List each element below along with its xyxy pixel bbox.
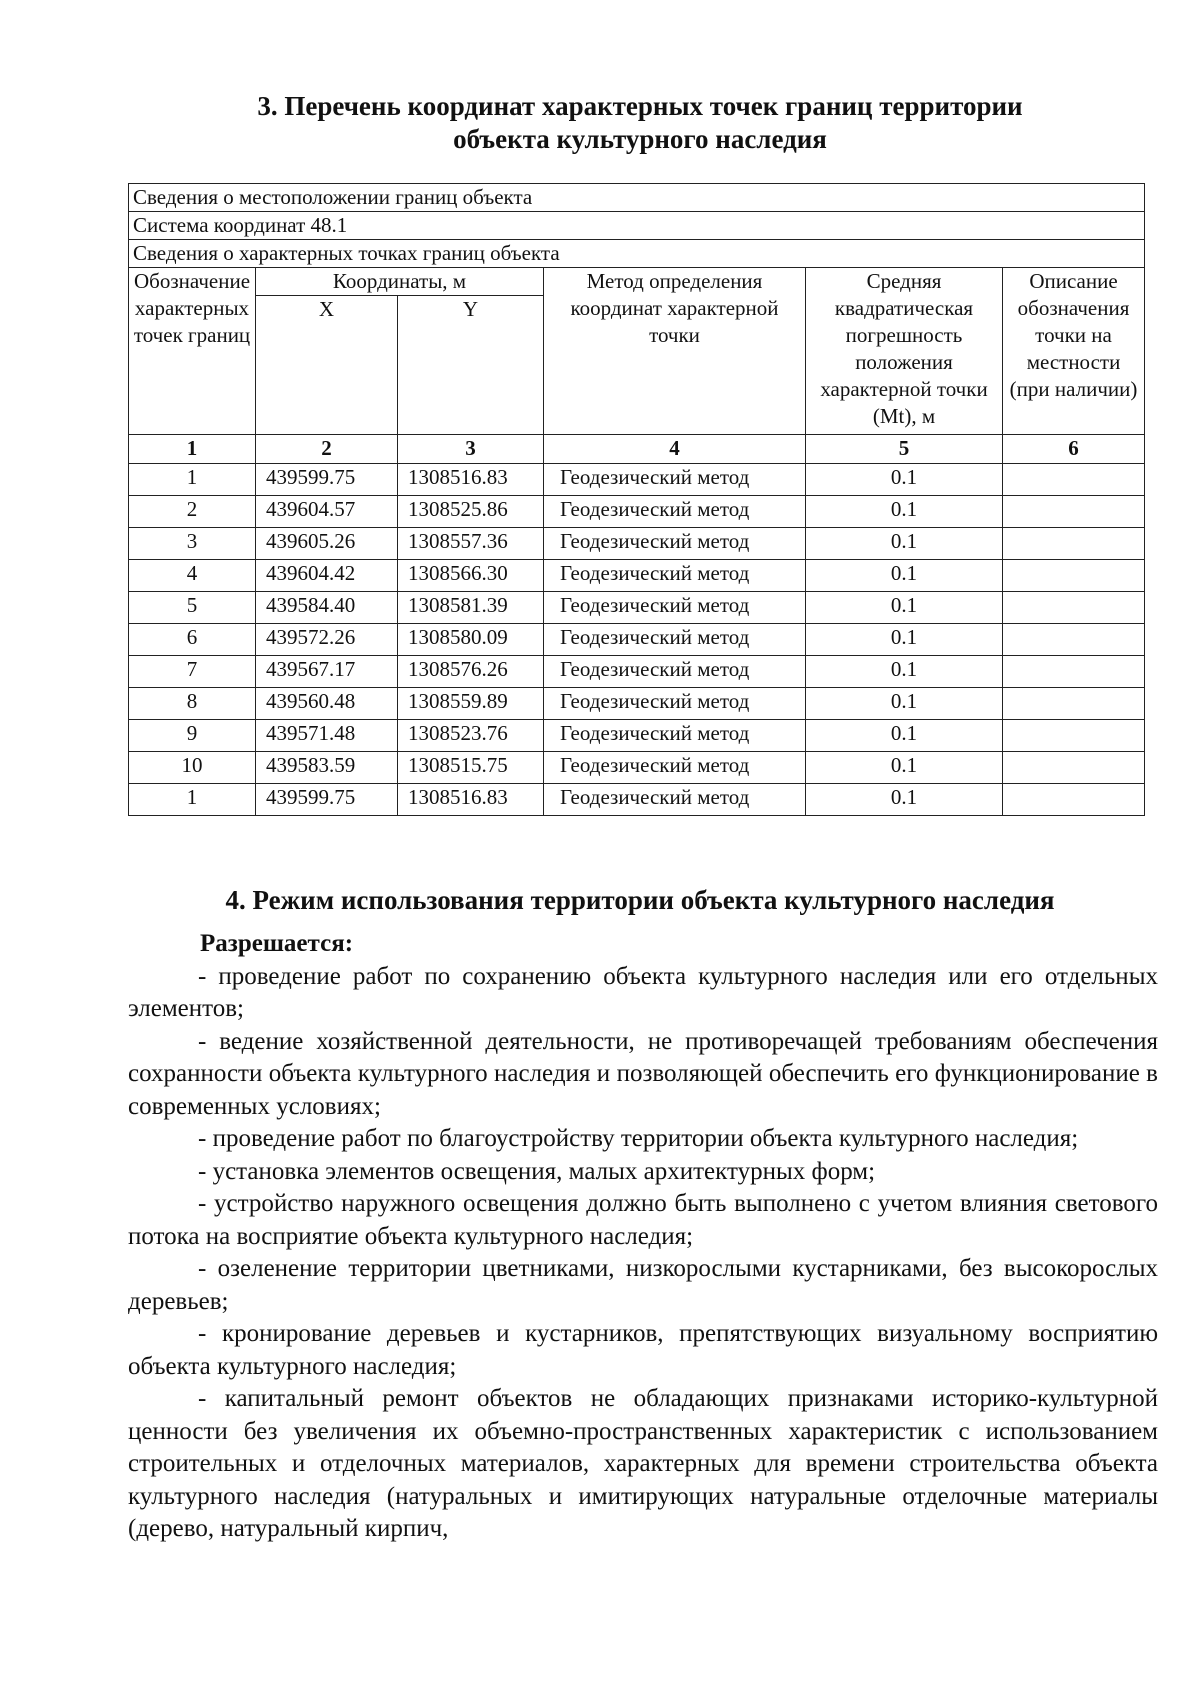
usage-regime-text [128,928,1158,1546]
header-method: Метод определения координат характерной точки [544,268,806,435]
list-item: - ведение хозяйственной деятельности, не противоречащей требованиям обеспечения сохранности объекта культурного наследия и позволяющей обеспечить его функционирование в современных условиях; [128,1027,1158,1120]
method-cell: Геодезический метод [544,528,806,560]
list-item: - озеленение территории цветниками, низкорослыми кустарниками, без высокорослых деревьев; [128,1255,1158,1315]
point-id-cell: 4 [129,560,256,592]
method-cell: Геодезический метод [544,592,806,624]
x-coordinate-cell: 439599.75 [256,784,398,816]
y-coordinate-cell: 1308516.83 [398,464,544,496]
list-item: - проведение работ по благоустройству территории объекта культурного наследия; [198,1125,1079,1152]
x-coordinate-cell: 439605.26 [256,528,398,560]
list-item: - кронирование деревьев и кустарников, препятствующих визуальному восприятию объекта культурного наследия; [128,1320,1158,1380]
error-cell: 0.1 [806,464,1003,496]
error-cell: 0.1 [806,624,1003,656]
header-y: Y [398,296,544,435]
description-cell [1003,784,1145,816]
point-id-cell: 2 [129,496,256,528]
x-coordinate-cell: 439584.40 [256,592,398,624]
column-number: 6 [1003,435,1145,464]
error-cell: 0.1 [806,528,1003,560]
table-row [129,784,1145,816]
x-coordinate-cell: 439560.48 [256,688,398,720]
method-cell: Геодезический метод [544,784,806,816]
coordinates-table [128,183,1145,816]
header-designation: Обозначение характерных точек границ [129,268,256,435]
y-coordinate-cell: 1308581.39 [398,592,544,624]
y-coordinate-cell: 1308525.86 [398,496,544,528]
table-body [129,464,1145,816]
error-cell: 0.1 [806,656,1003,688]
allowed-list [128,961,1158,1546]
header-error: Средняя квадратическая погрешность положения характерной точки (Mt), м [806,268,1003,435]
section-3-title-line-1: 3. Перечень координат характерных точек границ территории [257,91,1023,121]
error-cell: 0.1 [806,720,1003,752]
x-coordinate-cell: 439572.26 [256,624,398,656]
description-cell [1003,528,1145,560]
description-cell [1003,560,1145,592]
list-item: - проведение работ по сохранению объекта культурного наследия или его отдельных элементов; [128,962,1158,1022]
point-id-cell: 7 [129,656,256,688]
method-cell: Геодезический метод [544,464,806,496]
table-row [129,592,1145,624]
section-3-title [200,90,1080,156]
method-cell: Геодезический метод [544,752,806,784]
table-row [129,624,1145,656]
header-x: X [256,296,398,435]
column-number: 2 [256,435,398,464]
x-coordinate-cell: 439604.57 [256,496,398,528]
point-id-cell: 1 [129,784,256,816]
point-id-cell: 9 [129,720,256,752]
list-item: - установка элементов освещения, малых архитектурных форм; [198,1157,876,1185]
description-cell [1003,656,1145,688]
description-cell [1003,688,1145,720]
table-row [129,560,1145,592]
description-cell [1003,592,1145,624]
table-row [129,720,1145,752]
y-coordinate-cell: 1308559.89 [398,688,544,720]
method-cell: Геодезический метод [544,560,806,592]
error-cell: 0.1 [806,560,1003,592]
y-coordinate-cell: 1308523.76 [398,720,544,752]
y-coordinate-cell: 1308557.36 [398,528,544,560]
y-coordinate-cell: 1308580.09 [398,624,544,656]
method-cell: Геодезический метод [544,624,806,656]
column-number-row [129,435,1145,464]
table-row-location: Сведения о местоположении границ объекта [129,184,1145,212]
description-cell [1003,624,1145,656]
description-cell [1003,752,1145,784]
method-cell: Геодезический метод [544,496,806,528]
header-description: Описание обозначения точки на местности (при наличии) [1003,268,1145,435]
table-row [129,688,1145,720]
description-cell [1003,496,1145,528]
point-id-cell: 5 [129,592,256,624]
section-3-title-line-2: объекта культурного наследия [453,124,827,154]
method-cell: Геодезический метод [544,656,806,688]
table-row [129,496,1145,528]
table-row [129,656,1145,688]
x-coordinate-cell: 439583.59 [256,752,398,784]
y-coordinate-cell: 1308566.30 [398,560,544,592]
error-cell: 0.1 [806,496,1003,528]
point-id-cell: 8 [129,688,256,720]
column-number: 4 [544,435,806,464]
x-coordinate-cell: 439571.48 [256,720,398,752]
method-cell: Геодезический метод [544,720,806,752]
error-cell: 0.1 [806,752,1003,784]
x-coordinate-cell: 439599.75 [256,464,398,496]
y-coordinate-cell: 1308576.26 [398,656,544,688]
allowed-heading: Разрешается: [200,930,354,957]
point-id-cell: 1 [129,464,256,496]
table-row [129,752,1145,784]
x-coordinate-cell: 439604.42 [256,560,398,592]
method-cell: Геодезический метод [544,688,806,720]
x-coordinate-cell: 439567.17 [256,656,398,688]
error-cell: 0.1 [806,592,1003,624]
column-number: 3 [398,435,544,464]
table-row-points-info: Сведения о характерных точках границ объекта [129,240,1145,268]
point-id-cell: 3 [129,528,256,560]
error-cell: 0.1 [806,784,1003,816]
point-id-cell: 6 [129,624,256,656]
point-id-cell: 10 [129,752,256,784]
description-cell [1003,464,1145,496]
column-number: 1 [129,435,256,464]
section-4-title: 4. Режим использования территории объекта культурного наследия [225,885,1055,915]
table-row-coordinate-system: Система координат 48.1 [129,212,1145,240]
header-coordinates: Координаты, м [256,268,544,296]
y-coordinate-cell: 1308515.75 [398,752,544,784]
list-item: - устройство наружного освещения должно быть выполнено с учетом влияния светового потока на восприятие объекта культурного наследия; [128,1190,1158,1250]
y-coordinate-cell: 1308516.83 [398,784,544,816]
table-row [129,464,1145,496]
description-cell [1003,720,1145,752]
list-item: - капитальный ремонт объектов не обладающих признаками историко-культурной ценности без увеличения их объемно-пространственных характеристик с использованием строительных и отделочных материалов, характерных для времени строительства объекта культурного наследия (натуральных и имитирующих натуральные отделочные материалы (дерево, натуральный кирпич, [128,1385,1158,1542]
error-cell: 0.1 [806,688,1003,720]
column-number: 5 [806,435,1003,464]
table-row [129,528,1145,560]
